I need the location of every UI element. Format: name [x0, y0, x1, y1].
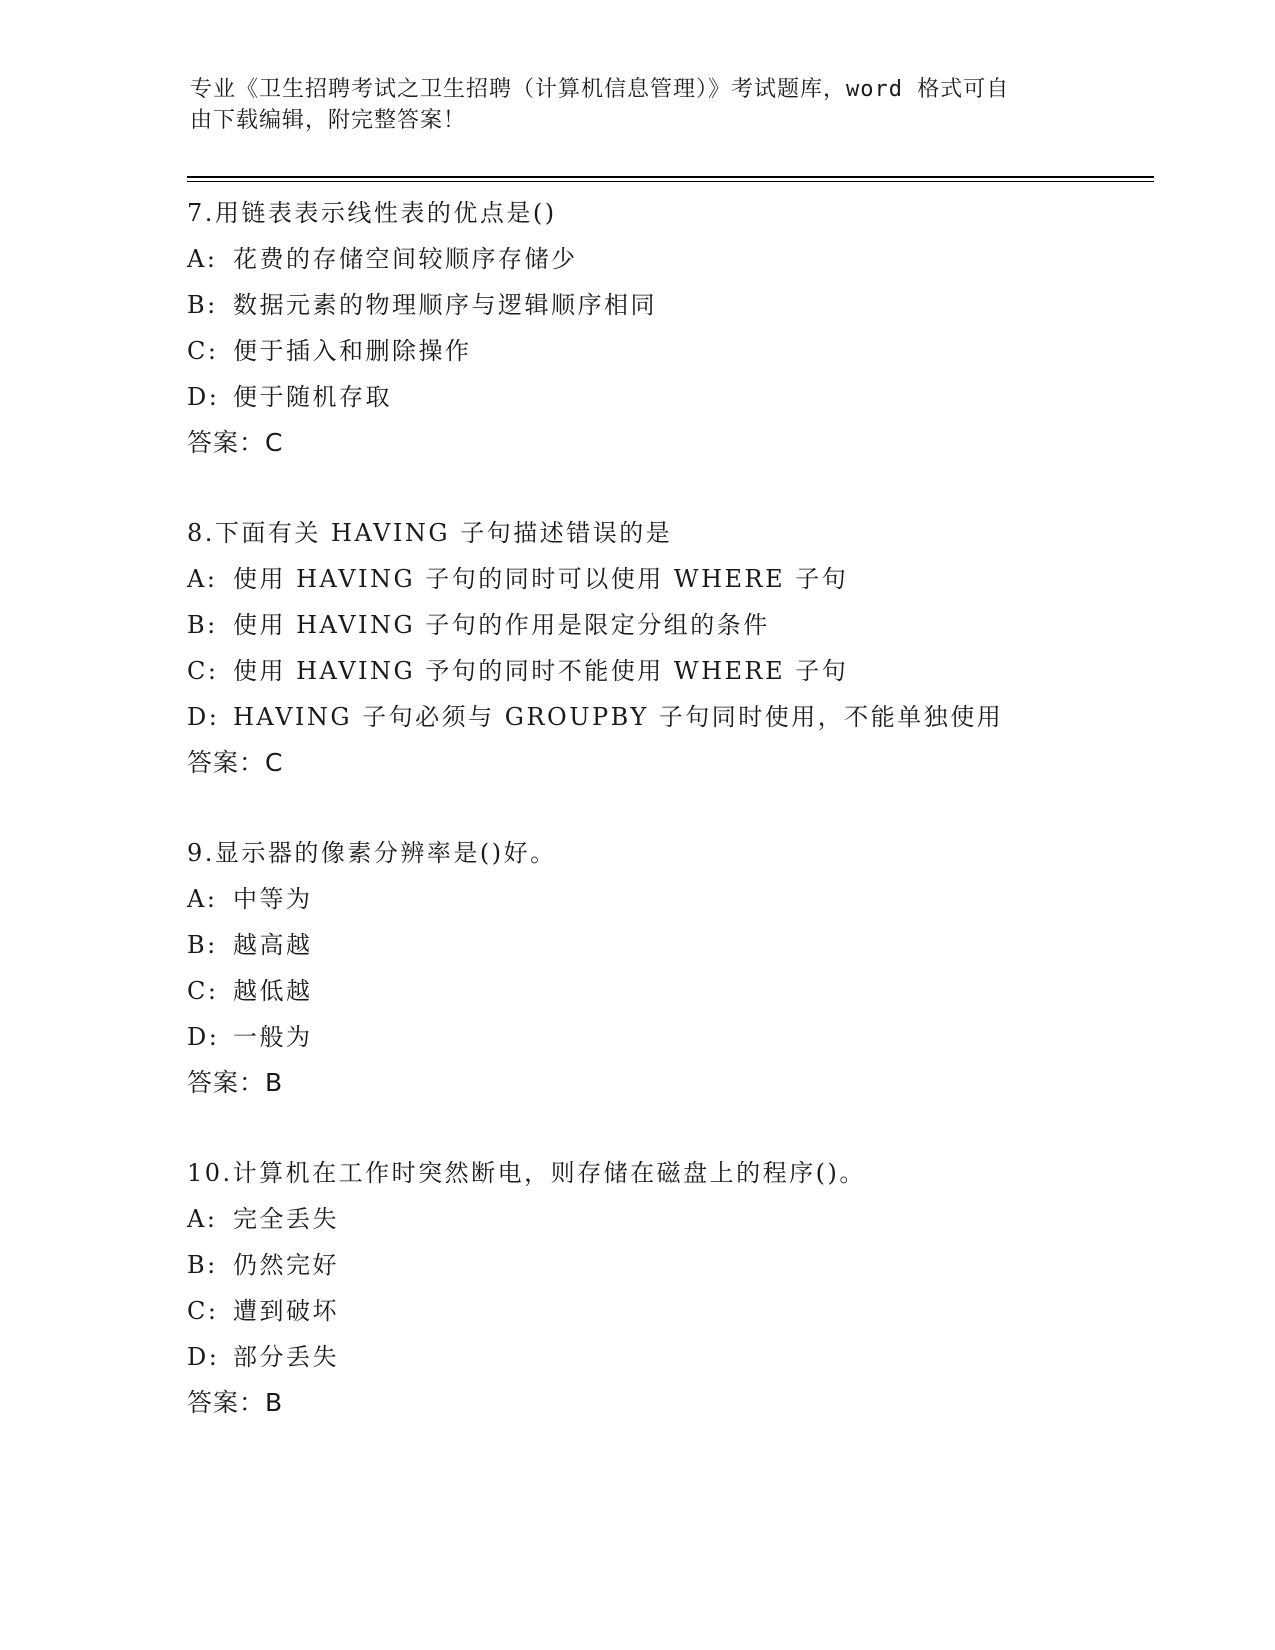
option-a: [187, 876, 1147, 922]
option-key: C:: [187, 657, 219, 685]
option-text: 使用 HAVING 予句的同时不能使用 WHERE 子句: [233, 657, 849, 685]
option-key: B:: [187, 291, 218, 319]
option-key: D:: [187, 703, 220, 731]
question-stem: 7.用链表表示线性表的优点是(): [187, 199, 557, 227]
option-text: 使用 HAVING 子句的作用是限定分组的条件: [233, 611, 770, 639]
header-divider-thin: [187, 181, 1154, 182]
option-text: 完全丢失: [233, 1205, 339, 1233]
option-text: 花费的存储空间较顺序存储少: [233, 245, 578, 273]
option-key: D:: [187, 383, 220, 411]
option-a: [187, 236, 1147, 282]
option-a: [187, 556, 1147, 602]
option-c: [187, 328, 1147, 374]
document-header: [190, 74, 1090, 136]
option-d: [187, 1334, 1147, 1380]
header-line-1: 专业《卫生招聘考试之卫生招聘（计算机信息管理）》考试题库，word 格式可自: [190, 77, 1010, 102]
question-stem: 10.计算机在工作时突然断电，则存储在磁盘上的程序()。: [187, 1159, 866, 1187]
question-10: [187, 1150, 1147, 1426]
option-c: [187, 648, 1147, 694]
option-b: [187, 922, 1147, 968]
question-stem: 8.下面有关 HAVING 子句描述错误的是: [187, 519, 673, 547]
option-c: [187, 968, 1147, 1014]
option-key: B:: [187, 611, 218, 639]
option-text: 越低越: [233, 977, 313, 1005]
answer-line: 答案：B: [187, 1388, 284, 1417]
option-text: 便于随机存取: [233, 383, 392, 411]
answer-line: 答案：C: [187, 428, 284, 457]
option-text: 中等为: [233, 885, 313, 913]
option-b: [187, 282, 1147, 328]
option-c: [187, 1288, 1147, 1334]
option-text: 部分丢失: [233, 1343, 339, 1371]
option-text: 数据元素的物理顺序与逻辑顺序相同: [233, 291, 657, 319]
option-text: 仍然完好: [233, 1251, 339, 1279]
option-key: C:: [187, 1297, 219, 1325]
header-line-2: 由下载编辑，附完整答案！: [190, 108, 467, 133]
option-b: [187, 1242, 1147, 1288]
question-stem: 9.显示器的像素分辨率是()好。: [187, 839, 557, 867]
option-key: B:: [187, 931, 218, 959]
option-key: D:: [187, 1023, 220, 1051]
option-key: A:: [187, 885, 218, 913]
option-text: 遭到破坏: [233, 1297, 339, 1325]
option-key: C:: [187, 337, 219, 365]
option-text: 使用 HAVING 子句的同时可以使用 WHERE 子句: [233, 565, 849, 593]
option-key: A:: [187, 1205, 218, 1233]
answer-line: 答案：C: [187, 748, 284, 777]
option-key: B:: [187, 1251, 218, 1279]
option-key: D:: [187, 1343, 220, 1371]
option-text: HAVING 子句必须与 GROUPBY 子句同时使用，不能单独使用: [233, 703, 1004, 731]
question-list: [187, 190, 1147, 1470]
header-divider-thick: [187, 176, 1154, 178]
question-7: [187, 190, 1147, 466]
option-text: 越高越: [233, 931, 313, 959]
question-9: [187, 830, 1147, 1106]
option-text: 一般为: [233, 1023, 313, 1051]
option-d: [187, 694, 1147, 740]
question-8: [187, 510, 1147, 786]
option-d: [187, 1014, 1147, 1060]
option-text: 便于插入和删除操作: [233, 337, 472, 365]
option-d: [187, 374, 1147, 420]
answer-line: 答案：B: [187, 1068, 284, 1097]
option-key: C:: [187, 977, 219, 1005]
option-key: A:: [187, 245, 218, 273]
option-b: [187, 602, 1147, 648]
option-key: A:: [187, 565, 218, 593]
option-a: [187, 1196, 1147, 1242]
